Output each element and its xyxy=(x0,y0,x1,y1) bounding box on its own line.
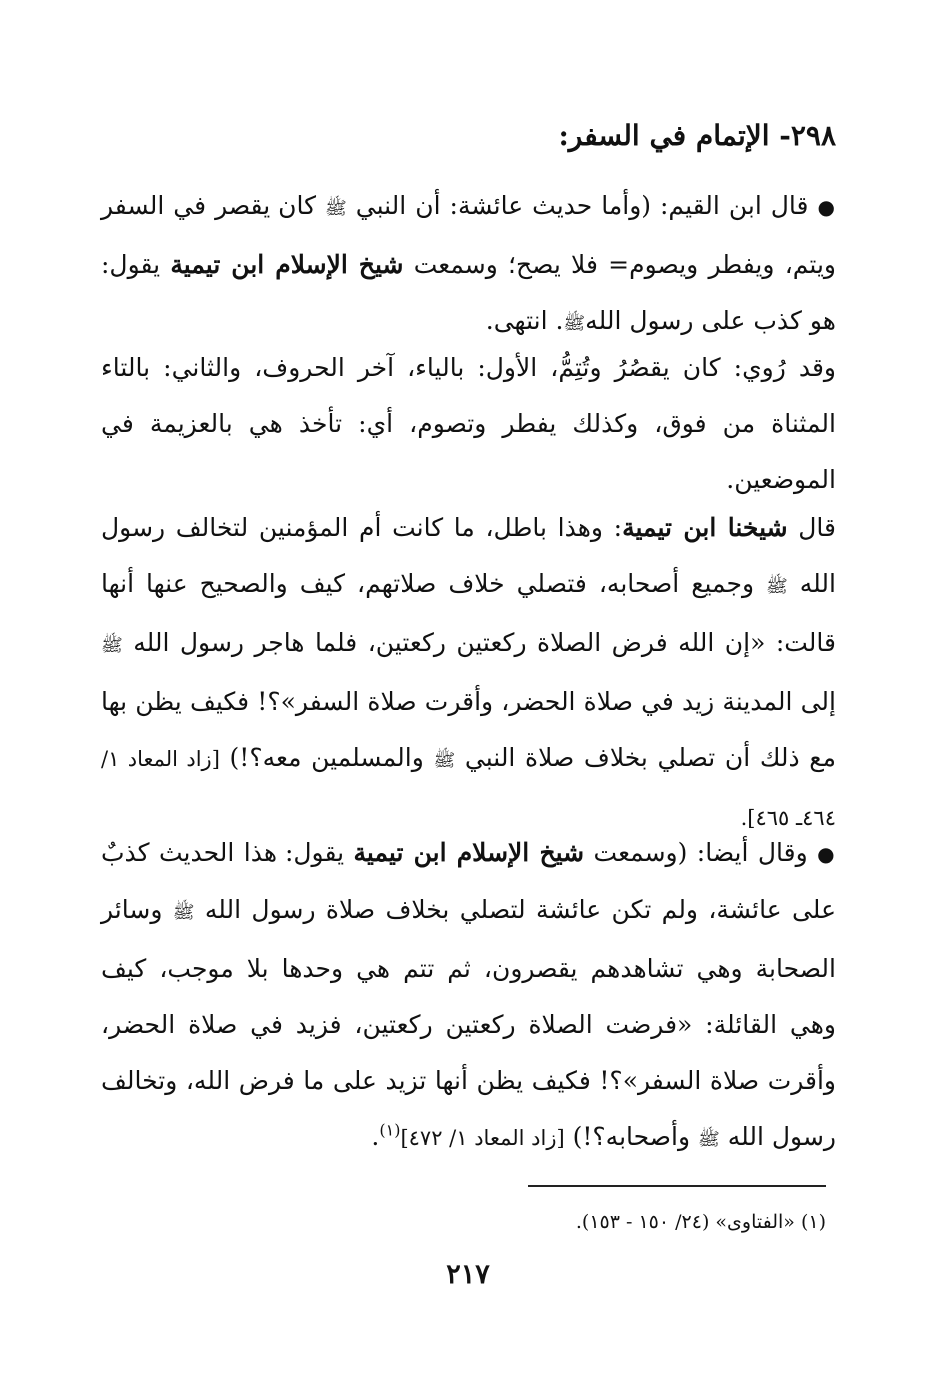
paragraph-shaykhuna xyxy=(101,500,836,846)
p1-text-d: يقول: هو كذب على رسول الله xyxy=(101,250,836,335)
p3-text-a: قال xyxy=(798,513,836,542)
salawat-glyph: ﷺ xyxy=(433,750,456,771)
p4-text-d: وسائر الصحابة وهي تشاهدهم يقصرون، ثم تتم هي وحدها بلا موجب، كيف وهي القائلة: «فرضت الصلاة ركعتين ركعتين، فزيد في صلاة الحضر، وأقرت صلاة السفر»؟! فكيف يظن أنها تزيد على ما فرض الله، وتخالف رسول الله xyxy=(101,895,836,1151)
p1-text-e: . انتهى. xyxy=(485,306,564,335)
p3-text-e: إلى المدينة زيد في صلاة الحضر، وأقرت صلاة السفر»؟! فكيف يظن بها مع ذلك أن تصلي بخلاف صلاة النبي xyxy=(101,687,837,772)
p4-bold-name: شيخ الإسلام ابن تيمية xyxy=(353,838,585,867)
p1-bold-name: شيخ الإسلام ابن تيمية xyxy=(170,250,404,279)
paragraph-riwayah: وقد رُوي: كان يقصُرُ وتُتِمُّ، الأول: بالياء، آخر الحروف، والثاني: بالتاء المثناة من فوق، وكذلك يفطر وتصوم، أي: تأخذ هي بالعزيمة في الموضعين. xyxy=(101,353,836,494)
footnote-divider xyxy=(528,1185,826,1187)
p1-text-a: قال ابن القيم: (وأما حديث عائشة: أن النبي xyxy=(355,191,809,220)
bullet-icon: ● xyxy=(817,842,837,866)
p3-text-d: وجميع أصحابه، فتصلي خلاف صلاتهم، كيف والصحيح عنها أنها قالت: «إن الله فرض الصلاة ركعتين ركعتين، فلما هاجر رسول الله xyxy=(101,569,836,657)
paragraph-qala-aydan xyxy=(101,825,836,1168)
footnote: (١) «الفتاوى» (٢٤/ ١٥٠ - ١٥٣). xyxy=(575,1211,826,1233)
footnote-marker: (١) xyxy=(379,1120,401,1140)
paragraph-ibn-qayyim xyxy=(101,178,836,352)
salawat-glyph: ﷺ xyxy=(766,576,788,597)
source-citation: [زاد المعاد ١/ ٤٦٤ـ ٤٦٥]. xyxy=(101,747,836,830)
salawat-glyph: ﷺ xyxy=(325,198,347,219)
page-number: ٢١٧ xyxy=(446,1259,490,1290)
p3-text-c: : وهذا باطل، ما كانت أم المؤمنين لتخالف رسول الله xyxy=(101,513,836,598)
p1-text-b: كان يقصر في السفر ويتم، ويفطر ويصوم= فلا يصح؛ وسمعت xyxy=(101,191,837,279)
p4-text-h: . xyxy=(371,1122,380,1151)
salawat-glyph: ﷺ xyxy=(101,635,123,656)
p3-text-f: والمسلمين معه؟!) xyxy=(229,743,424,772)
p4-text-a: وقال أيضا: (وسمعت xyxy=(593,838,808,867)
salawat-glyph: ﷺ xyxy=(563,313,586,334)
section-heading: ٢٩٨- الإتمام في السفر: xyxy=(558,119,836,152)
p4-text-c: يقول: هذا الحديث كذبٌ على عائشة، ولم تكن عائشة لتصلي بخلاف صلاة رسول الله xyxy=(101,838,836,924)
source-citation: [زاد المعاد ١/ ٤٧٢] xyxy=(400,1126,565,1150)
p4-text-e: وأصحابه؟!) xyxy=(572,1122,691,1151)
salawat-glyph: ﷺ xyxy=(698,1129,720,1150)
p3-bold-name: شيخنا ابن تيمية xyxy=(622,513,788,542)
bullet-icon: ● xyxy=(817,195,837,219)
salawat-glyph: ﷺ xyxy=(172,902,195,923)
